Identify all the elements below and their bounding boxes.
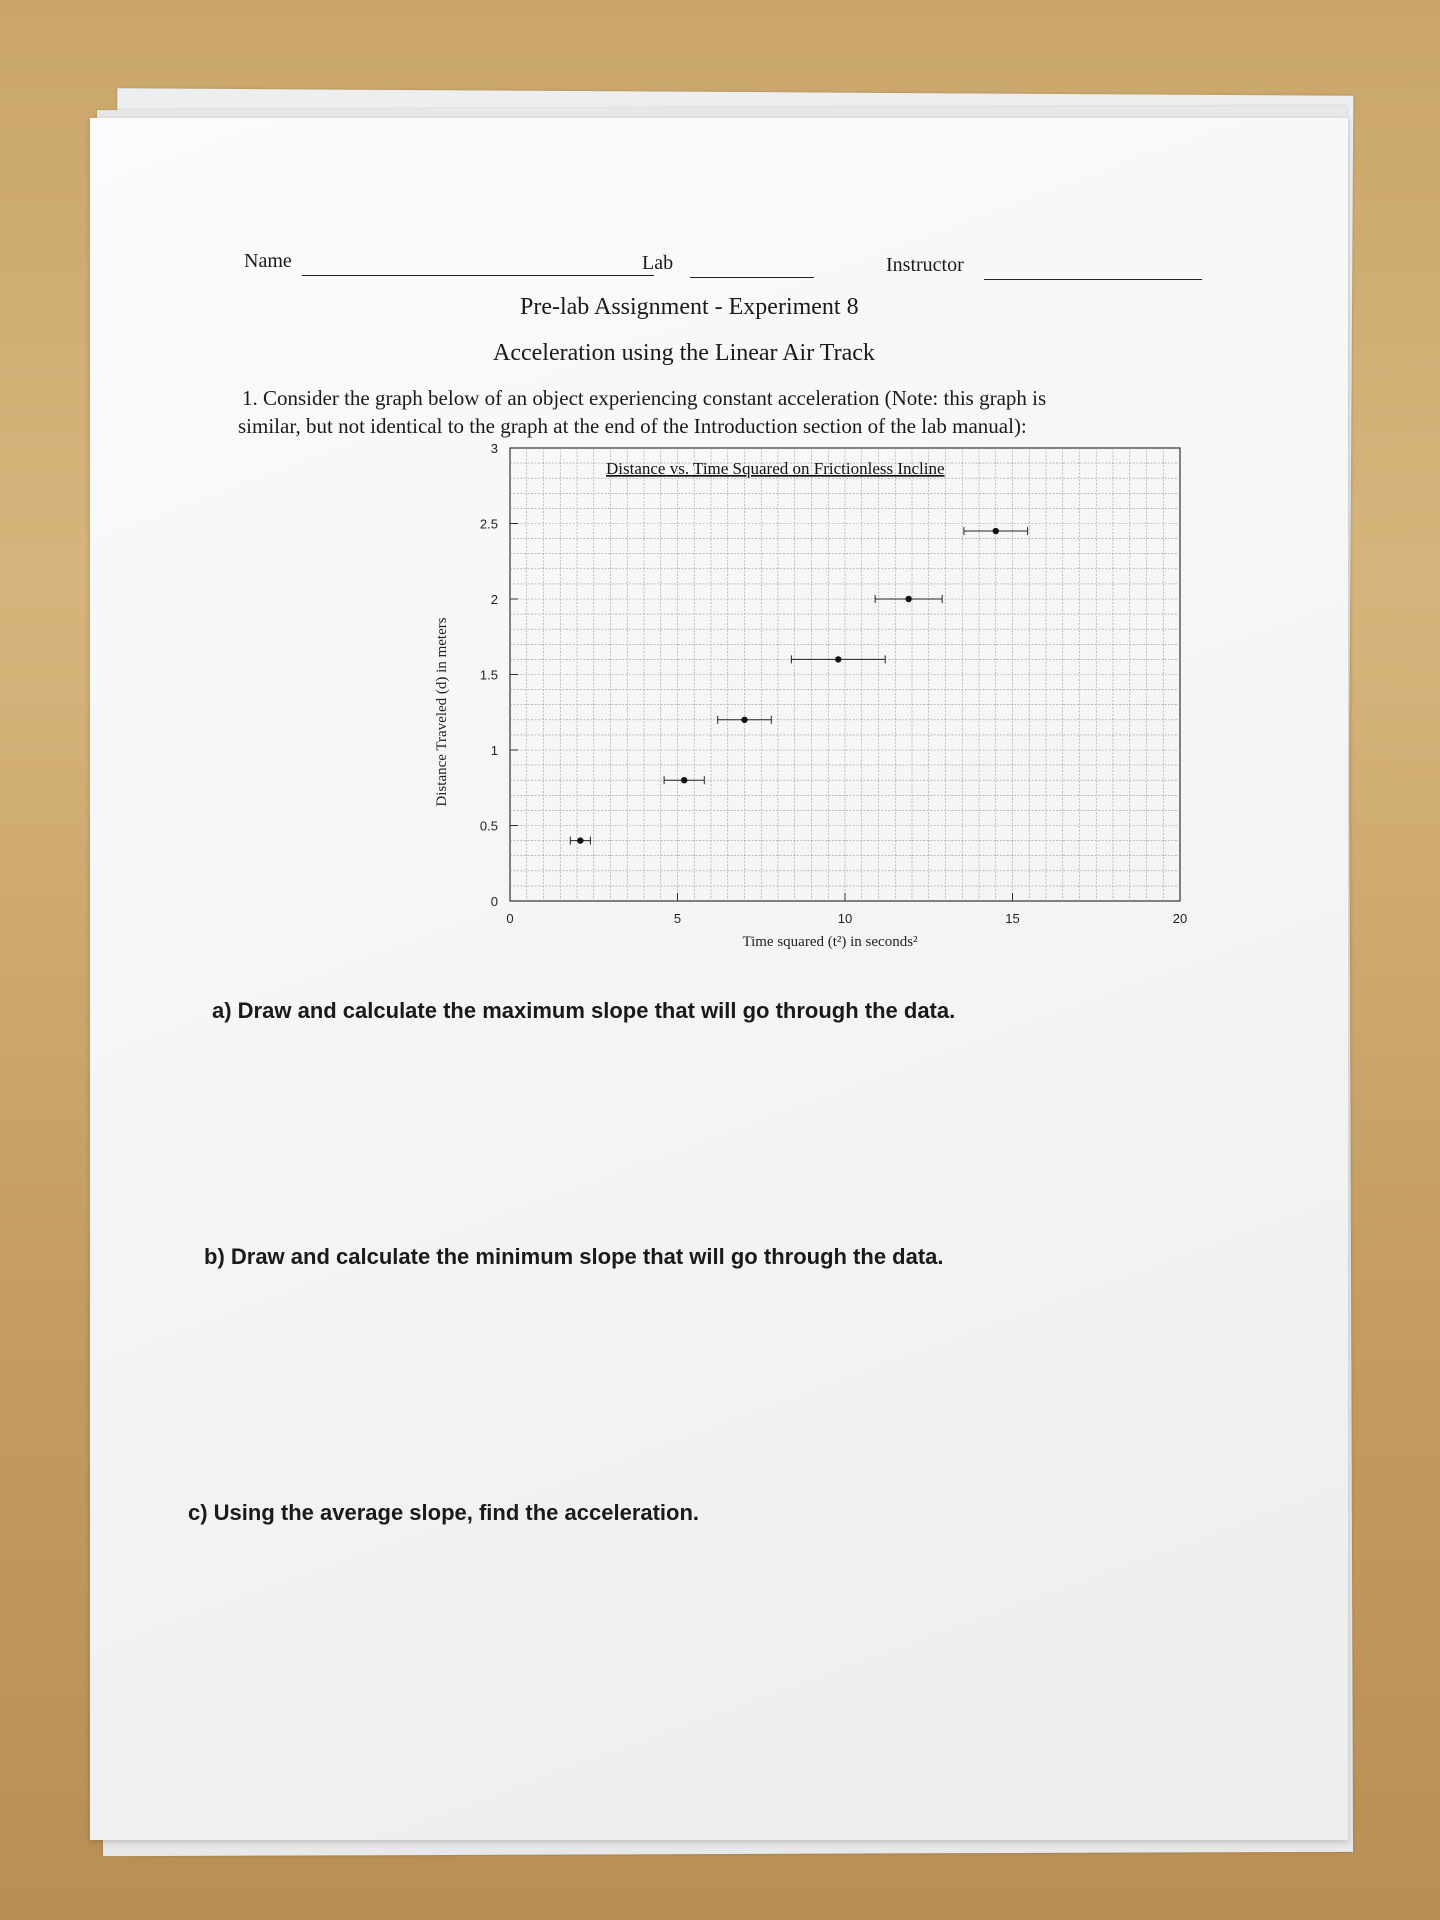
distance-time-chart	[330, 442, 1230, 972]
page-title: Pre-lab Assignment - Experiment 8	[520, 294, 859, 320]
y-tick-label: 1.5	[479, 667, 498, 683]
y-tick-label: 2.5	[479, 516, 498, 532]
worksheet-page	[90, 118, 1348, 1840]
name-field-line[interactable]	[302, 275, 654, 276]
x-tick-label: 20	[1172, 911, 1188, 926]
data-point	[905, 596, 911, 602]
y-axis-label: Distance Traveled (d) in meters	[434, 617, 450, 807]
question-b: b) Draw and calculate the minimum slope that will go through the data.	[204, 1244, 944, 1269]
chart-title: Distance vs. Time Squared on Frictionless Incline	[606, 459, 945, 478]
y-tick-label: 3	[490, 442, 498, 456]
data-point	[577, 837, 583, 843]
instructor-label: Instructor	[886, 254, 964, 276]
question-1-line-2: similar, but not identical to the graph at the end of the Introduction section of the lab manual):	[238, 414, 1027, 438]
question-1-line-1: 1. Consider the graph below of an object experiencing constant acceleration (Note: this graph is	[242, 386, 1047, 410]
x-tick-label: 10	[837, 911, 853, 926]
x-axis-label: Time squared (t²) in seconds²	[742, 934, 918, 950]
y-tick-label: 0.5	[479, 818, 498, 834]
instructor-field-line[interactable]	[984, 279, 1202, 280]
lab-field-line[interactable]	[690, 277, 814, 278]
x-tick-label: 15	[1005, 911, 1020, 926]
lab-label: Lab	[642, 252, 674, 274]
question-a: a) Draw and calculate the maximum slope that will go through the data.	[212, 998, 956, 1023]
y-tick-label: 2	[490, 592, 498, 607]
name-label: Name	[244, 250, 292, 272]
y-tick-label: 1	[490, 743, 498, 758]
question-c: c) Using the average slope, find the acceleration.	[188, 1500, 700, 1525]
data-point	[741, 717, 747, 723]
page-subtitle: Acceleration using the Linear Air Track	[493, 340, 875, 366]
y-tick-label: 0	[490, 894, 498, 909]
data-point	[835, 656, 841, 662]
x-tick-label: 0	[506, 911, 514, 926]
x-tick-label: 5	[673, 911, 682, 926]
data-point	[681, 777, 687, 783]
data-point	[993, 528, 999, 534]
